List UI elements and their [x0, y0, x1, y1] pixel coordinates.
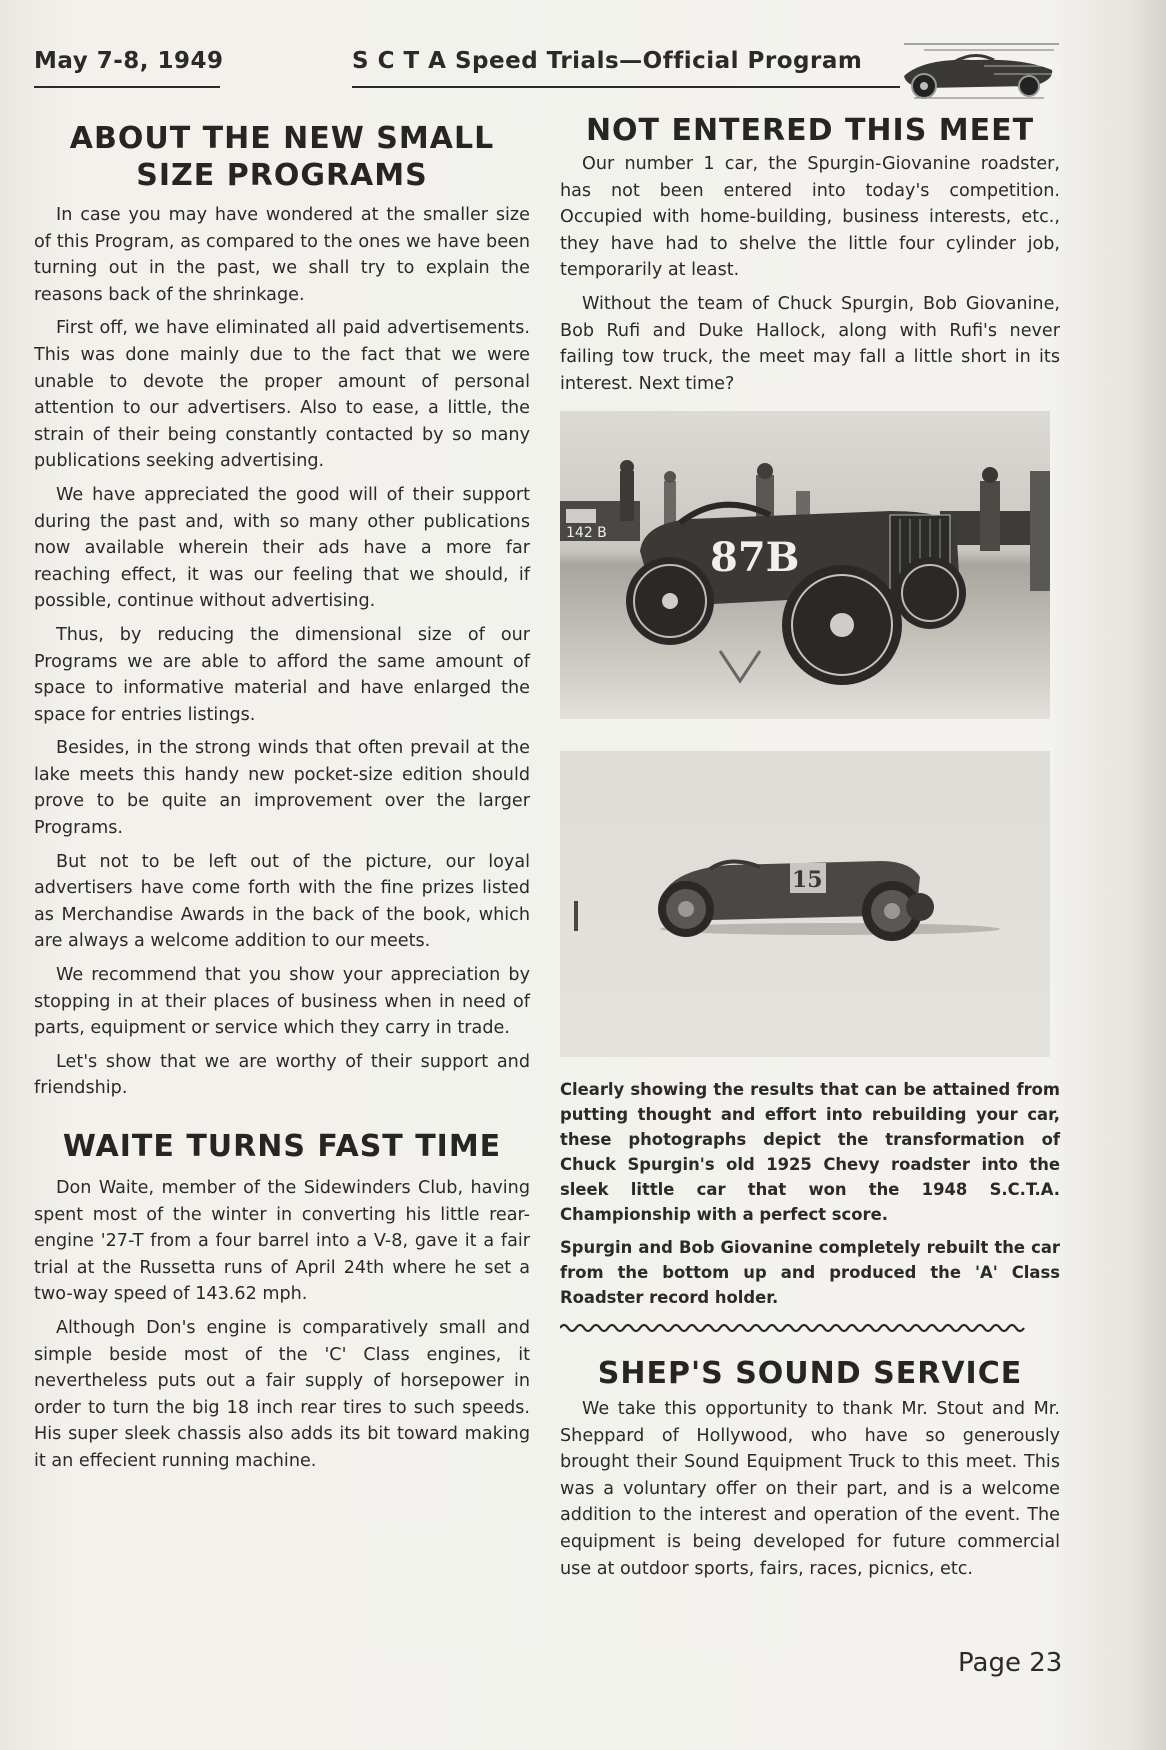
not-entered-paragraph: Our number 1 car, the Spurgin-Giovanine roadster, has not been entered into today's competition. Occupied with home-building, business interests, etc., they have had to shelve the little four cylinder job, temporarily at least. [560, 154, 1060, 281]
about-paragraph: Besides, in the strong winds that often prevail at the lake meets this handy new pocket-size edition should prove to be quite an improvement over the larger Programs. [34, 738, 530, 839]
waite-paragraph: Don Waite, member of the Sidewinders Club, having spent most of the winter in converting his little rear-engine '27-T from a four barrel into a V-8, gave it a fair trial at the Russetta runs of April 24th where he set a two-way speed of 143.62 mph. [34, 1178, 530, 1305]
waite-paragraph: Although Don's engine is comparatively small and simple beside most of the 'C' Class engines, it nevertheless puts out a fair supply of horsepower in order to turn the big 18 inch rear tires to such speeds. His super sleek chassis also adds its bit toward making it an effecient running machine. [34, 1317, 530, 1471]
about-heading: ABOUT THE NEW SMALL SIZE PROGRAMS [69, 121, 495, 193]
about-paragraph: Thus, by reducing the dimensional size of our Programs we are able to afford the same amount of space to informative material and have enlarged the space for entries listings. [34, 624, 530, 725]
old-roadster-photo [560, 411, 1050, 719]
page-header [34, 44, 1054, 94]
caption-paragraph: Clearly showing the results that can be attained from putting thought and effort into rebuilding your car, these photographs depict the transformation of Chuck Spurgin's old 1925 Chevy roadster into the sleek little car that won the 1948 S.C.T.A. Championship with a perfect score. [560, 1080, 1060, 1225]
about-paragraph: We have appreciated the good will of their support during the past and, with so many other publications now available wherein their ads have a more far reaching effect, it was our feeling that we should, if possible, continue without advertising. [34, 484, 530, 612]
sheps-paragraph: We take this opportunity to thank Mr. Stout and Mr. Sheppard of Hollywood, who have so generously brought their Sound Equipment Truck to this meet. This was a voluntary offer on their part, and is a welcome addition to the interest and operation of the event. The equipment is being developed for future commercial use at outdoor sports, fairs, races, picnics, etc. [560, 1398, 1060, 1579]
header-date-rule [34, 86, 220, 88]
rebuilt-roadster-photo [560, 751, 1050, 1057]
wavy-divider [560, 1322, 1030, 1334]
header-title: S C T A Speed Trials—Official Program [352, 48, 863, 74]
about-paragraph: We recommend that you show your appreciation by stopping in at their places of business when in need of parts, equipment or service which they carry in trade. [34, 965, 530, 1039]
right-column [560, 112, 1060, 1589]
side-plate-text: 142 B [566, 525, 607, 542]
sheps-heading: SHEP'S SOUND SERVICE [597, 1355, 1023, 1391]
about-paragraph: In case you may have wondered at the smaller size of this Program, as compared to the ones we have been turning out in the past, we shall try to explain the reasons back of the shrinkage. [34, 205, 530, 305]
about-paragraph: Let's show that we are worthy of their support and friendship. [34, 1051, 530, 1099]
left-column [34, 120, 530, 1482]
photo-caption [560, 1077, 1060, 1310]
not-entered-heading: NOT ENTERED THIS MEET [585, 113, 1035, 148]
header-date: May 7-8, 1949 [34, 48, 224, 74]
page-number: Page 23 [958, 1648, 1063, 1678]
about-paragraph: First off, we have eliminated all paid advertisements. This was done mainly due to the fact that we were unable to devote the proper amount of personal attention to our advertisers. Also to ease, a little, the strain of their being constantly contacted by so many publications seeking advertising. [34, 318, 530, 472]
about-paragraph: But not to be left out of the picture, our loyal advertisers have come forth with the fine prizes listed as Merchandise Awards in the back of the book, which are always a welcome addition to our meets. [34, 851, 530, 952]
caption-paragraph: Spurgin and Bob Giovanine completely rebuilt the car from the bottom up and produced the 'A' Class Roadster record holder. [560, 1238, 1060, 1308]
header-title-rule [352, 86, 900, 88]
car-number-15: 15 [792, 867, 823, 894]
not-entered-paragraph: Without the team of Chuck Spurgin, Bob Giovanine, Bob Rufi and Duke Hallock, along with Rufi's never failing tow truck, the meet may fall a little short in its interest. Next time? [560, 293, 1060, 394]
car-number-87b: 87B [710, 534, 800, 582]
waite-heading: WAITE TURNS FAST TIME [62, 1129, 502, 1164]
race-car-emblem-icon [884, 36, 1064, 106]
